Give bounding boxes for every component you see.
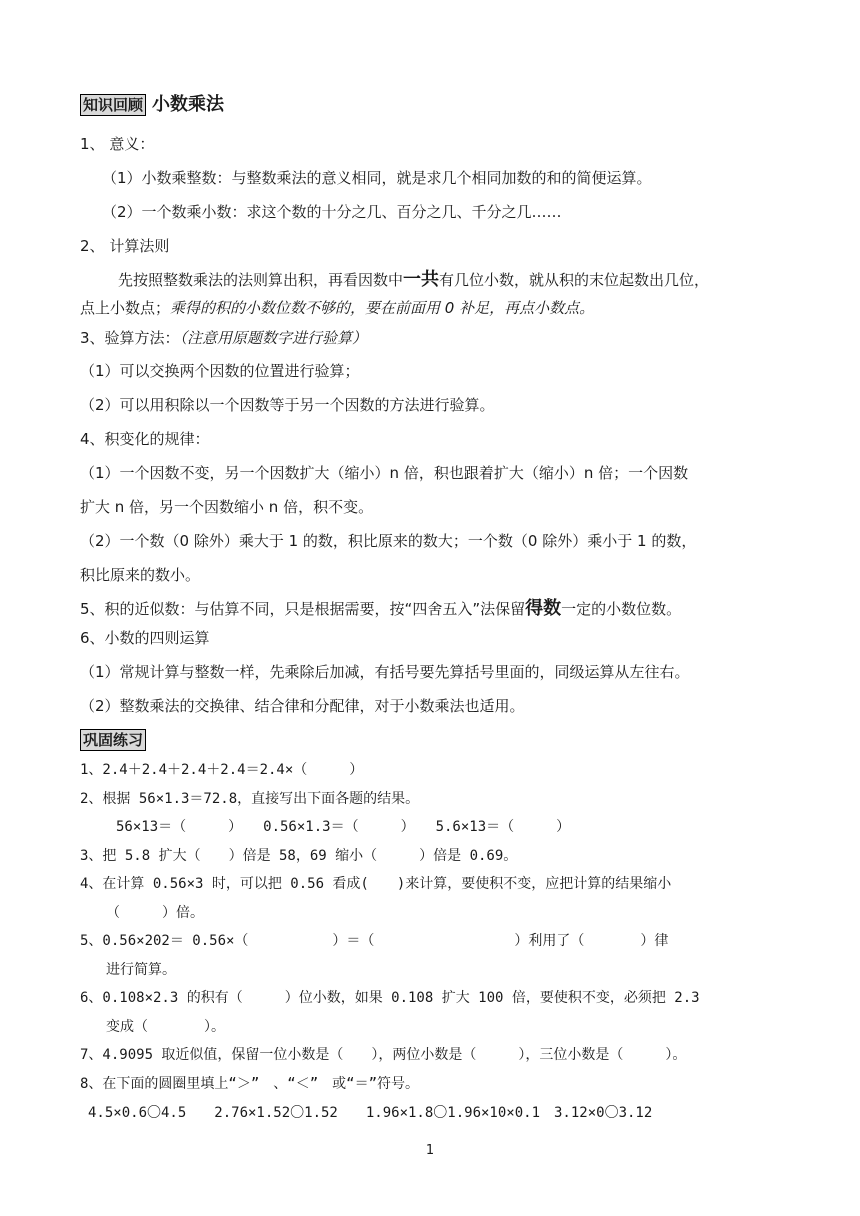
item-1-number: 1、 <box>80 135 105 153</box>
exercise-5-line2: 进行简算。 <box>106 962 176 978</box>
item-3-text: 3、验算方法： <box>80 329 180 347</box>
rule-text-d: 点上小数点； <box>80 299 171 317</box>
item-1a: （1）小数乘整数：与整数乘法的意义相同，就是求几个相同加数的和的简便运算。 <box>102 169 652 187</box>
exercise-1: 1、2.4＋2.4＋2.4＋2.4＝2.4×（ ） <box>80 762 364 778</box>
page-number: 1 <box>425 1143 435 1158</box>
item-4a-line2: 扩大 n 倍，另一个因数缩小 n 倍，积不变。 <box>80 498 374 516</box>
item-2-heading <box>80 236 169 256</box>
item-5 <box>80 599 681 619</box>
section-header-review <box>80 94 224 116</box>
item-1-text: 意义： <box>109 135 155 153</box>
rule-italic-note: 乘得的积的小数位数不够的，要在前面用 0 补足，再点小数点。 <box>170 299 595 317</box>
item-2-paragraph-line1 <box>118 270 709 290</box>
rule-text-c: 有几位小数，就从积的末位起数出几位， <box>439 271 710 289</box>
item-4b-line1: （2）一个数（0 除外）乘大于 1 的数，积比原来的数大；一个数（0 除外）乘小于 1 的数， <box>80 532 697 550</box>
exercise-6-line2: 变成（ ）。 <box>106 1019 225 1035</box>
section-box-review: 知识回顾 <box>80 94 146 116</box>
item-5-emphasis: 得数 <box>525 598 562 619</box>
exercise-8a: 4.5×0.6〇4.5 2.76×1.52〇1.52 1.96×1.8〇1.96×10×0.1 3.12×0〇3.12 <box>88 1105 653 1121</box>
exercise-7: 7、4.9095 取近似值，保留一位小数是（ ），两位小数是（ ），三位小数是（ ）。 <box>80 1047 687 1063</box>
exercise-2: 2、根据 56×1.3＝72.8，直接写出下面各题的结果。 <box>80 791 420 807</box>
item-5-text-c: 一定的小数位数。 <box>561 600 682 618</box>
exercise-4-line2: （ ）倍。 <box>106 905 204 921</box>
item-4-heading: 4、积变化的规律： <box>80 430 210 448</box>
item-5-text-a: 5、积的近似数：与估算不同，只是根据需要，按“四舍五入”法保留 <box>80 600 526 618</box>
section-header-practice <box>80 729 146 751</box>
rule-emphasis: 一共 <box>403 269 440 290</box>
item-6-heading: 6、小数的四则运算 <box>80 629 210 647</box>
item-1b: （2）一个数乘小数：求这个数的十分之几、百分之几、千分之几…… <box>102 203 562 221</box>
exercise-6-line1: 6、0.108×2.3 的积有（ ）位小数，如果 0.108 扩大 100 倍，要使积不变，必须把 2.3 <box>80 990 700 1006</box>
item-6b: （2）整数乘法的交换律、结合律和分配律，对于小数乘法也适用。 <box>80 697 525 715</box>
exercise-2a: 56×13＝（ ） 0.56×1.3＝（ ） 5.6×13＝（ ） <box>116 819 571 835</box>
item-4a-line1: （1）一个因数不变，另一个因数扩大（缩小）n 倍，积也跟着扩大（缩小）n 倍；一个因数 <box>80 464 689 482</box>
item-3-note: （注意用原题数字进行验算） <box>179 329 368 347</box>
exercise-3: 3、把 5.8 扩大（ ）倍是 58，69 缩小（ ）倍是 0.69。 <box>80 848 518 864</box>
item-3b: （2）可以用积除以一个因数等于另一个因数的方法进行验算。 <box>80 396 495 414</box>
section-box-practice: 巩固练习 <box>80 729 146 751</box>
rule-text-a: 先按照整数乘法的法则算出积，再看因数中 <box>118 271 404 289</box>
exercise-4-line1: 4、在计算 0.56×3 时，可以把 0.56 看成( )来计算，要使积不变，应把计算的结果缩小 <box>80 876 672 892</box>
item-2-number: 2、 <box>80 237 105 255</box>
item-2-paragraph-line2 <box>80 298 594 318</box>
exercise-5-line1: 5、0.56×202＝ 0.56×（ ）＝（ ）利用了（ ）律 <box>80 933 669 949</box>
section-title-multiplication: 小数乘法 <box>152 94 225 115</box>
item-1-heading <box>80 134 154 154</box>
item-2-text: 计算法则 <box>109 237 170 255</box>
item-3-heading <box>80 328 367 348</box>
item-6a: （1）常规计算与整数一样，先乘除后加减，有括号要先算括号里面的，同级运算从左往右。 <box>80 663 690 681</box>
exercise-8: 8、在下面的圆圈里填上“＞” 、“＜” 或“＝”符号。 <box>80 1076 419 1092</box>
item-4b-line2: 积比原来的数小。 <box>80 566 201 584</box>
item-3a: （1）可以交换两个因数的位置进行验算； <box>80 362 360 380</box>
